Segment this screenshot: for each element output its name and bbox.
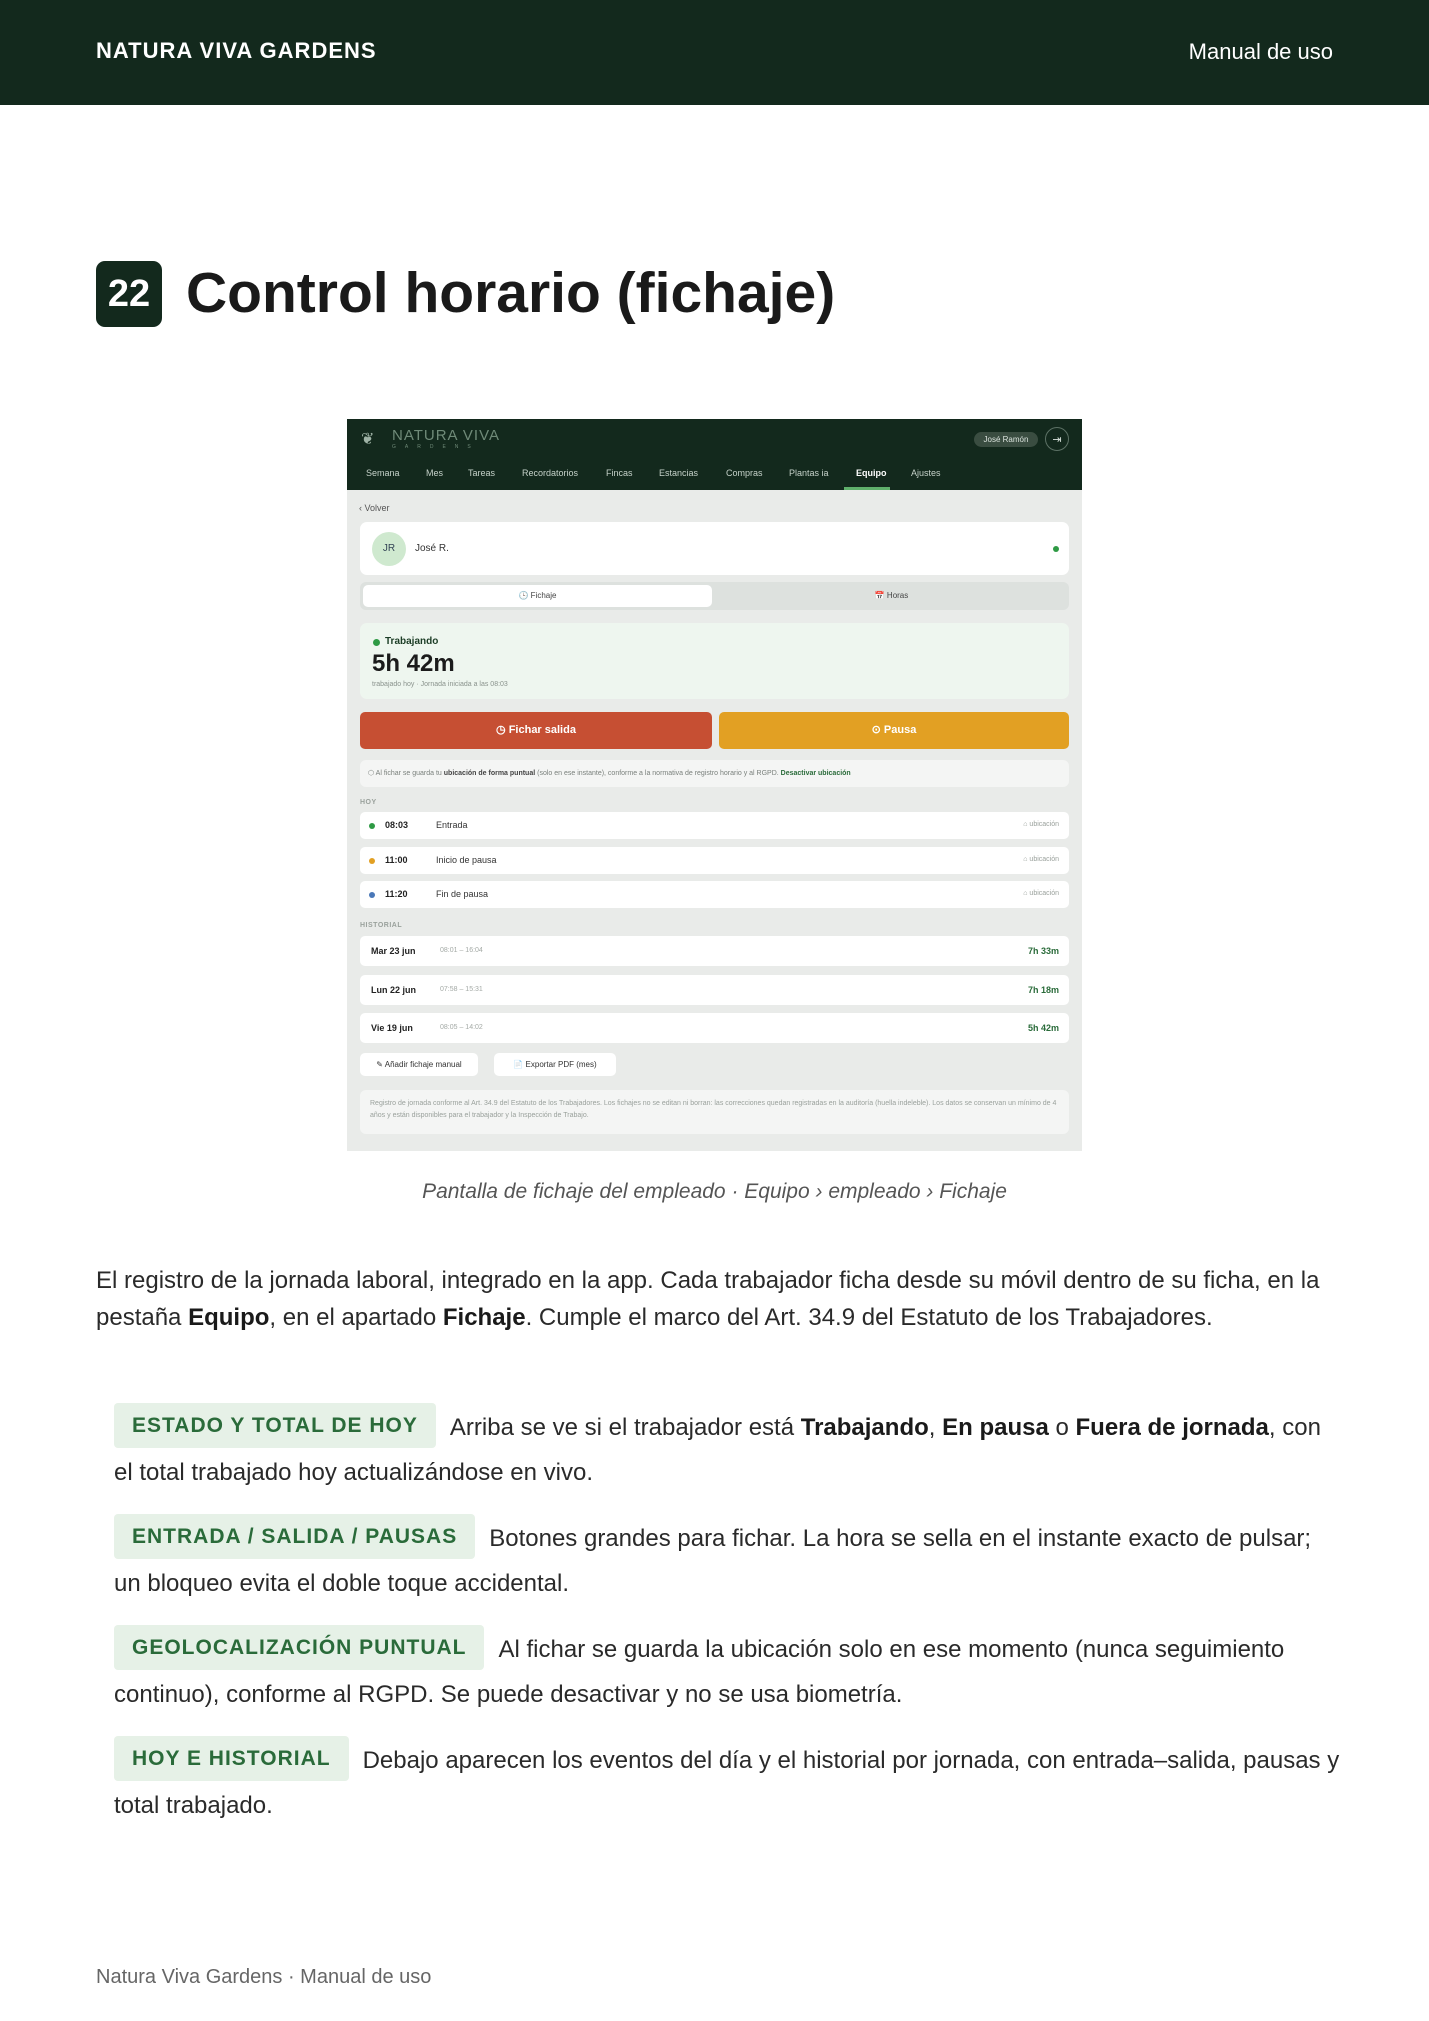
- event-row: [360, 812, 1069, 839]
- export-pdf-button[interactable]: 📄 Exportar PDF (mes): [494, 1053, 616, 1076]
- event-time: 11:20: [385, 889, 408, 899]
- history-total: 7h 33m: [1027, 946, 1059, 956]
- employee-card: [360, 522, 1069, 575]
- status-total: 5h 42m: [372, 650, 455, 677]
- history-range: 08:01 – 16:04: [440, 947, 483, 954]
- page-footer: Natura Viva Gardens · Manual de uso: [96, 1966, 432, 1988]
- history-date: Mar 23 jun: [371, 946, 416, 956]
- logout-icon[interactable]: ⇥: [1045, 427, 1069, 451]
- pausa-button[interactable]: ⊙ Pausa: [719, 712, 1069, 749]
- document-type: Manual de uso: [1188, 39, 1333, 64]
- event-time: 08:03: [385, 820, 409, 830]
- status-label: Trabajando: [385, 636, 439, 647]
- event-label: Inicio de pausa: [436, 855, 497, 865]
- nav-compras[interactable]: Compras: [726, 468, 763, 478]
- disable-location-link[interactable]: Desactivar ubicación: [780, 770, 851, 777]
- nav-semana[interactable]: Semana: [366, 468, 400, 478]
- feature-text: ,: [928, 1414, 943, 1441]
- intro-bold: Equipo: [188, 1304, 270, 1331]
- feature-tag: ENTRADA / SALIDA / PAUSAS: [114, 1514, 475, 1559]
- geo-note-bold: ubicación de forma puntual: [443, 770, 536, 777]
- geo-note-text-2: (solo en ese instante), conforme a la normativa de registro horario y al RGPD.: [535, 770, 781, 777]
- history-row[interactable]: [360, 936, 1069, 966]
- history-total: 7h 18m: [1027, 985, 1059, 995]
- intro-paragraph: [96, 1262, 1336, 1336]
- nav-fincas[interactable]: Fincas: [606, 468, 633, 478]
- feature-item: [114, 1517, 1344, 1605]
- nav-estancias[interactable]: Estancias: [659, 468, 699, 478]
- today-label: HOY: [360, 799, 377, 806]
- history-row[interactable]: [360, 1013, 1069, 1043]
- intro-text: . Cumple el marco del Art. 34.9 del Estatuto de los Trabajadores.: [525, 1304, 1213, 1331]
- feature-item: [114, 1406, 1344, 1494]
- add-manual-entry-button[interactable]: ✎ Añadir fichaje manual: [360, 1053, 478, 1076]
- figure-caption: Pantalla de fichaje del empleado · Equipo › empleado › Fichaje: [422, 1180, 1007, 1203]
- intro-text: , en el apartado: [269, 1304, 443, 1331]
- history-range: 07:58 – 15:31: [440, 986, 483, 993]
- feature-item: [114, 1628, 1344, 1716]
- feature-bold: Fuera de jornada: [1075, 1414, 1269, 1441]
- nav-plantas-ia[interactable]: Plantas ia: [789, 468, 829, 478]
- status-dot: [373, 639, 380, 646]
- event-location[interactable]: ⌂ ubicación: [1023, 890, 1059, 897]
- feature-item: [114, 1739, 1344, 1827]
- app-header: [347, 419, 1082, 490]
- feature-text: Arriba se ve si el trabajador está: [449, 1414, 801, 1441]
- event-label: Fin de pausa: [436, 889, 489, 899]
- nav-mes[interactable]: Mes: [426, 468, 444, 478]
- back-link[interactable]: ‹ Volver: [359, 503, 390, 513]
- online-status-dot: [1053, 546, 1059, 552]
- fichar-salida-button[interactable]: ◷ Fichar salida: [360, 712, 712, 749]
- nav-tareas[interactable]: Tareas: [468, 468, 496, 478]
- app-logo-text: NATURA VIVA: [392, 427, 500, 444]
- history-row[interactable]: [360, 975, 1069, 1005]
- chapter-number: 22: [96, 261, 162, 327]
- chapter-title: Control horario (fichaje): [186, 261, 836, 325]
- feature-text: Debajo aparecen los eventos del día y el historial por jornada, con entrada–salida, pausas y total trabajado.: [114, 1747, 1340, 1820]
- feature-text: , con el total trabajado hoy actualizándose en vivo.: [114, 1414, 1321, 1487]
- history-date: Lun 22 jun: [371, 985, 416, 995]
- geo-note-text: ⬡ Al fichar se guarda tu: [368, 770, 444, 777]
- feature-text: Botones grandes para fichar. La hora se sella en el instante exacto de pulsar; un bloqueo evita el doble toque accidental.: [114, 1525, 1312, 1598]
- history-range: 08:05 – 14:02: [440, 1024, 483, 1031]
- tab-horas[interactable]: 📅 Horas: [874, 591, 909, 600]
- feature-text: o: [1048, 1414, 1076, 1441]
- event-location[interactable]: ⌂ ubicación: [1023, 856, 1059, 863]
- feature-tag: GEOLOCALIZACIÓN PUNTUAL: [114, 1625, 484, 1670]
- tab-bar: [360, 582, 1069, 610]
- nav-active-indicator: [844, 487, 890, 490]
- nav-recordatorios[interactable]: Recordatorios: [522, 468, 579, 478]
- legal-note: Registro de jornada conforme al Art. 34.9 del Estatuto de los Trabajadores. Los fichajes no se editan ni borran: las correcciones quedan registradas en la auditoría (huella indeleble). Los datos se conservan un mínimo de 4 años y están disponibles para el trabajador y la Inspección de Trabajo.: [360, 1090, 1069, 1134]
- feature-bold: Trabajando: [800, 1414, 929, 1441]
- event-label: Entrada: [436, 820, 468, 830]
- user-badge[interactable]: José Ramón: [974, 432, 1038, 447]
- event-dot: [369, 892, 375, 898]
- event-time: 11:00: [385, 855, 408, 865]
- app-screenshot: [347, 419, 1082, 1151]
- intro-text: El registro de la jornada laboral, integrado en la app. Cada trabajador ficha desde su móvil dentro de su ficha, en la pestaña: [96, 1267, 1320, 1331]
- employee-name: José R.: [415, 543, 449, 554]
- event-row: [360, 847, 1069, 874]
- brand-name: NATURA VIVA GARDENS: [96, 38, 377, 63]
- nav-equipo[interactable]: Equipo: [856, 468, 887, 478]
- history-date: Vie 19 jun: [371, 1023, 413, 1033]
- nav-ajustes[interactable]: Ajustes: [911, 468, 941, 478]
- document-header: [0, 0, 1429, 105]
- event-location[interactable]: ⌂ ubicación: [1023, 821, 1059, 828]
- status-subtitle: trabajado hoy · Jornada iniciada a las 08:03: [372, 681, 508, 688]
- history-total: 5h 42m: [1027, 1023, 1059, 1033]
- leaf-logo-icon: ❦: [361, 431, 375, 448]
- event-dot: [369, 858, 375, 864]
- geolocation-note: [360, 760, 1069, 787]
- feature-tag: ESTADO Y TOTAL DE HOY: [114, 1403, 436, 1448]
- avatar: JR: [372, 532, 406, 566]
- event-dot: [369, 823, 375, 829]
- tab-fichaje[interactable]: 🕒 Fichaje: [363, 585, 712, 607]
- feature-text: Al fichar se guarda la ubicación solo en ese momento (nunca seguimiento continuo), conforme al RGPD. Se puede desactivar y no se usa biometría.: [114, 1636, 1285, 1709]
- app-logo-sub: GARDENS: [392, 444, 480, 450]
- feature-tag: HOY E HISTORIAL: [114, 1736, 349, 1781]
- event-row: [360, 881, 1069, 908]
- history-label: HISTORIAL: [360, 922, 403, 929]
- feature-bold: En pausa: [942, 1414, 1049, 1441]
- status-card: [360, 623, 1069, 699]
- intro-bold: Fichaje: [442, 1304, 526, 1331]
